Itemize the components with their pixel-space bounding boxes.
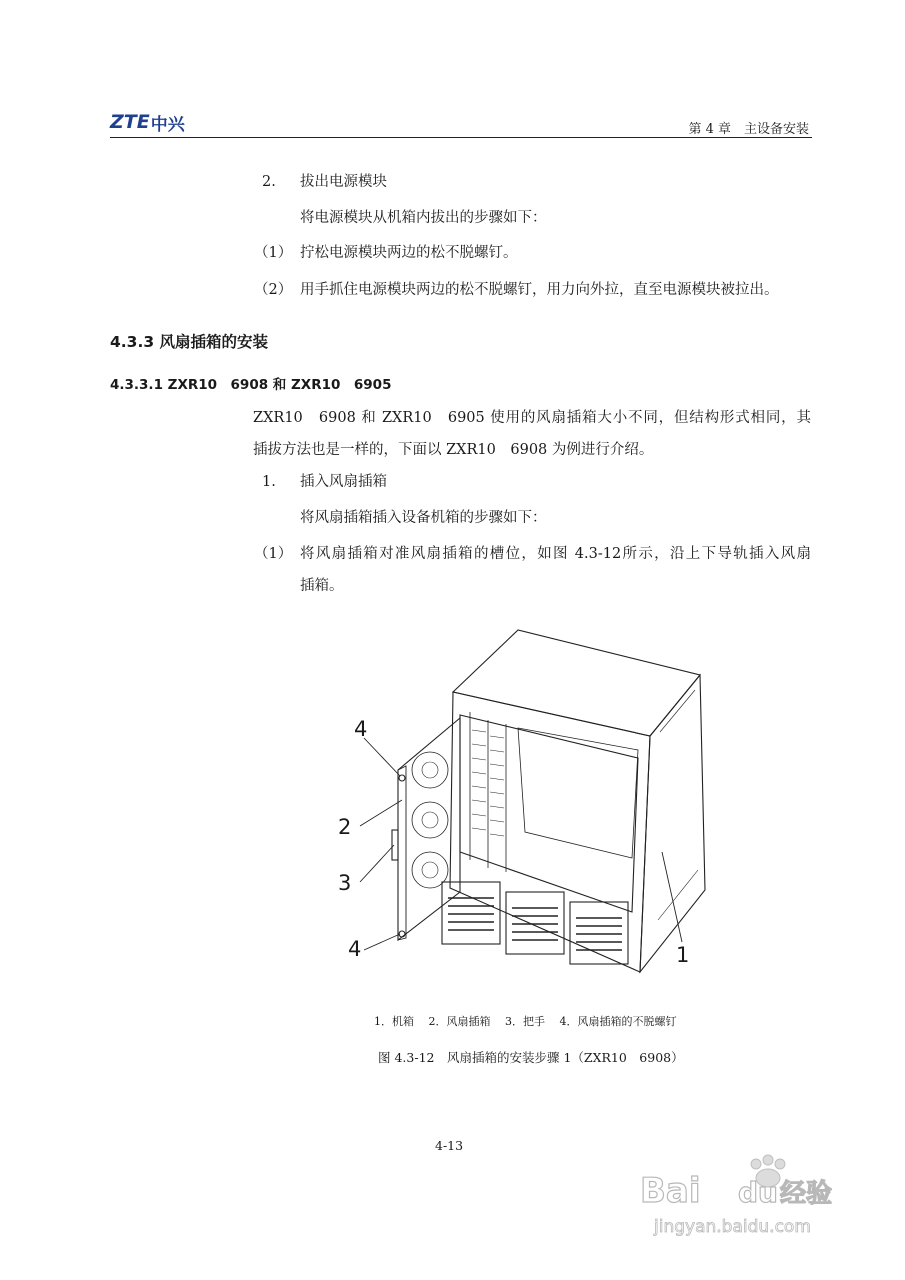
list-item-number: （1）: [254, 245, 293, 261]
list-item-number: （1）: [254, 546, 293, 562]
header-rule: [110, 137, 812, 138]
zte-logo: [110, 110, 185, 134]
step-number: 2.: [262, 174, 276, 190]
list-item-text: [300, 538, 811, 602]
page-number: 4-13: [435, 1138, 464, 1153]
step-title: 拔出电源模块: [300, 174, 387, 190]
watermark-suffix: 经验: [780, 1179, 833, 1209]
list-item-number: （2）: [254, 282, 293, 298]
paragraph-line: ZXR10 6908 和 ZXR10 6905 使用的风扇插箱大小不同，但结构形式相同，其: [253, 410, 811, 426]
logo-cjk: 中兴: [150, 114, 185, 135]
step-intro: 将风扇插箱插入设备机箱的步骤如下：: [300, 510, 547, 526]
chassis-side: [640, 675, 705, 972]
chassis-figure: [320, 620, 720, 980]
callout-label: 4: [348, 937, 362, 961]
paragraph-line: 插拔方法也是一样的，下面以 ZXR10 6908 为例进行介绍。: [253, 442, 654, 458]
watermark-logo: [640, 1150, 850, 1250]
figure-caption: 图 4.3-12 风扇插箱的安装步骤 1（ZXR10 6908）: [378, 1050, 684, 1065]
subsection-heading: 4.3.3.1 ZXR10 6908 和 ZXR10 6905: [110, 377, 392, 393]
fan-box-handle: [392, 830, 398, 860]
power-module: [442, 882, 500, 944]
list-item-text: 拧松电源模块两边的松不脱螺钉。: [300, 245, 518, 261]
callout-label: 2: [338, 815, 352, 839]
callout-label: 4: [354, 717, 368, 741]
watermark-brand2: du: [738, 1176, 778, 1209]
figure-legend: 1．机箱 2．风扇插箱 3．把手 4．风扇插箱的不脱螺钉: [374, 1015, 677, 1028]
chapter-title: 第 4 章 主设备安装: [688, 122, 809, 137]
list-item-line: 将风扇插箱对准风扇插箱的槽位，如图 4.3-12所示，沿上下导轨插入风扇: [300, 546, 811, 562]
section-heading: 4.3.3 风扇插箱的安装: [110, 333, 269, 351]
paragraph: [253, 402, 811, 466]
watermark-url: jingyan.baidu.com: [654, 1217, 811, 1237]
list-item-text: 用手抓住电源模块两边的松不脱螺钉，用力向外拉，直至电源模块被拉出。: [300, 282, 779, 298]
power-module: [570, 902, 628, 964]
callout-label: 1: [676, 943, 690, 967]
step-title: 插入风扇插箱: [300, 474, 387, 490]
watermark: [640, 1150, 850, 1250]
step-intro: 将电源模块从机箱内拔出的步骤如下：: [300, 210, 547, 226]
callout-label: 3: [338, 871, 352, 895]
logo-latin: ZTE: [110, 111, 150, 133]
step-number: 1.: [262, 474, 276, 490]
power-module: [506, 892, 564, 954]
list-item-line: 插箱。: [300, 578, 344, 594]
watermark-brand: Bai: [640, 1171, 701, 1211]
